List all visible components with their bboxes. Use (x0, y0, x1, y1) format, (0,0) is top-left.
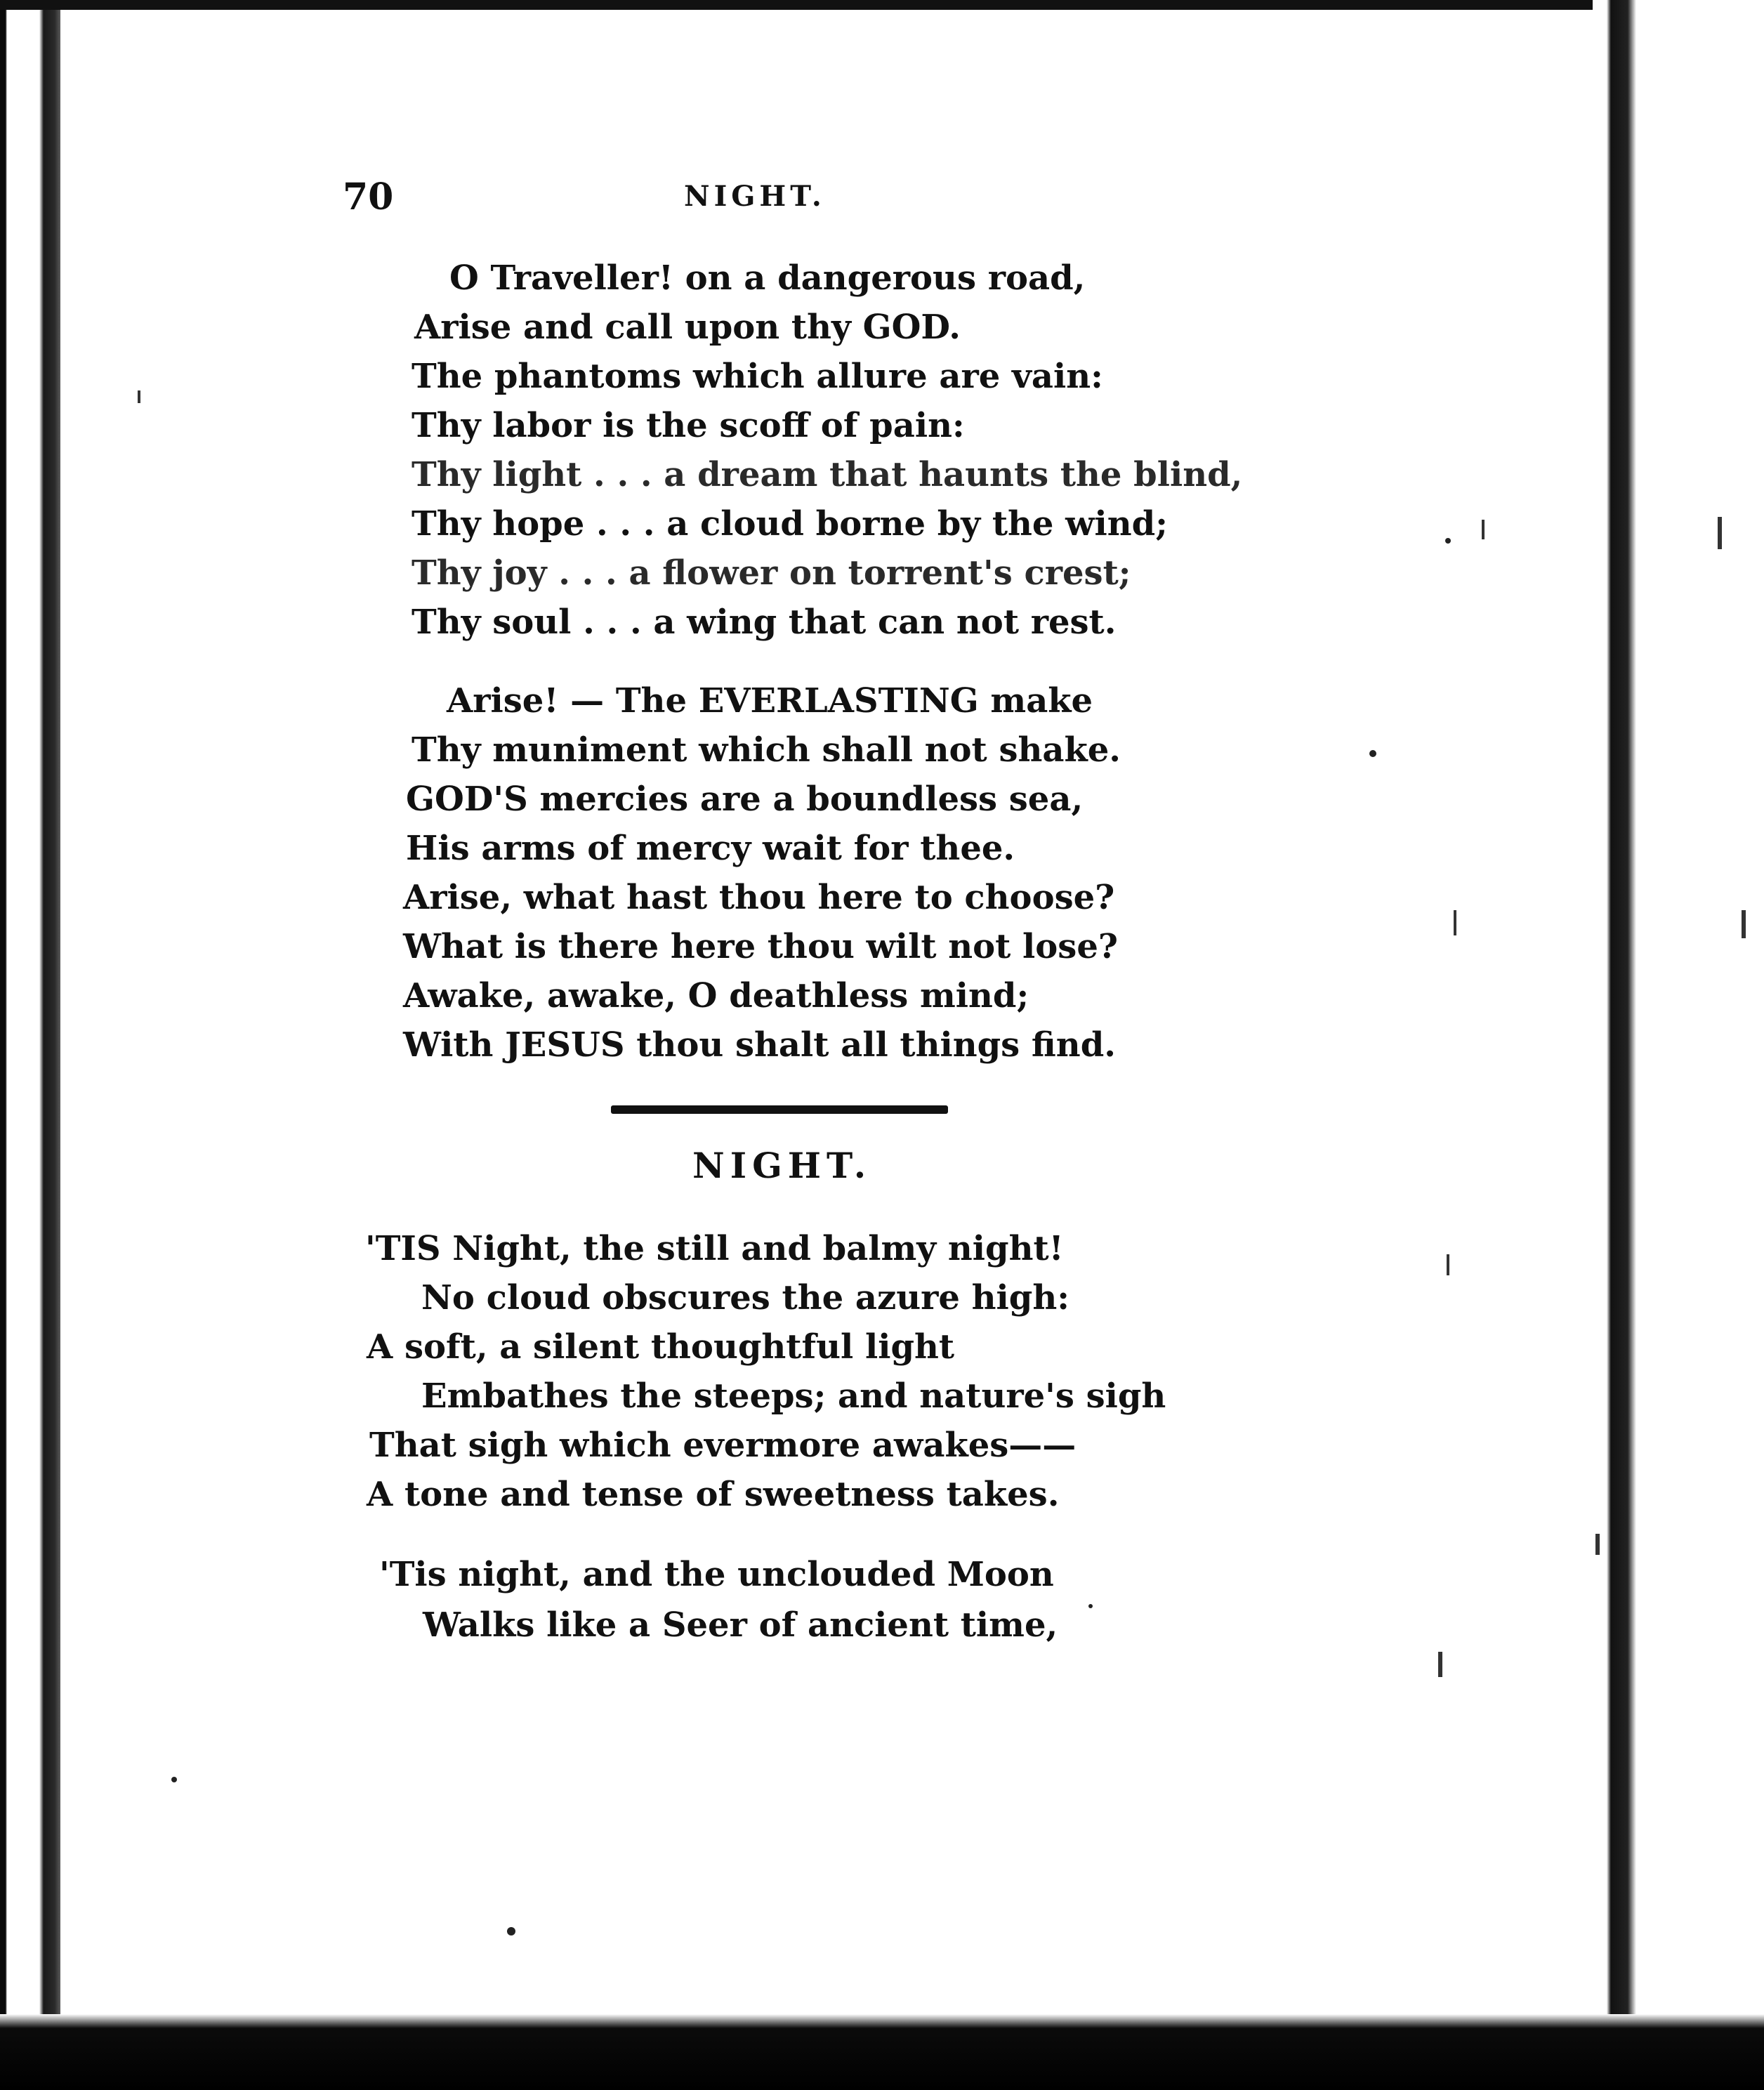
scan-bottom-edge (0, 2014, 1764, 2090)
poem-line: 'Tis night, and the unclouded Moon (379, 1555, 1054, 1594)
poem-line: His arms of mercy wait for thee. (406, 829, 1015, 868)
poem-line: Walks like a Seer of ancient time, (423, 1605, 1058, 1645)
poem-line: No cloud obscures the azure high: (421, 1278, 1069, 1317)
poem-line: Arise and call upon thy GOD. (414, 308, 961, 347)
poem-line: With JESUS thou shalt all things find. (403, 1025, 1116, 1065)
poem-line: A soft, a silent thoughtful light (367, 1327, 955, 1367)
scan-top-edge (0, 0, 1764, 10)
running-title: NIGHT. (684, 180, 826, 213)
scan-mark (1482, 520, 1485, 539)
scan-speck (1445, 538, 1451, 544)
poem-line: Thy light . . . a dream that haunts the blind, (412, 455, 1243, 494)
scan-right-edge (1593, 0, 1764, 2090)
poem-line: Thy soul . . . a wing that can not rest. (412, 603, 1117, 642)
poem-line: Thy hope . . . a cloud borne by the wind; (412, 504, 1168, 544)
scan-mark (1454, 910, 1456, 935)
scan-mark (1742, 910, 1746, 938)
scan-speck (507, 1927, 515, 1935)
poem-line: Arise! — The EVERLASTING make (447, 681, 1093, 721)
poem-line: Awake, awake, O deathless mind; (403, 976, 1029, 1016)
scan-mark (1718, 517, 1722, 549)
scan-speck (171, 1777, 177, 1782)
poem-line: 'TIS Night, the still and balmy night! (365, 1229, 1064, 1268)
poem-line: A tone and tense of sweetness takes. (367, 1475, 1060, 1514)
poem-line: That sigh which evermore awakes—— (369, 1426, 1077, 1465)
poem-line: O Traveller! on a dangerous road, (449, 258, 1086, 298)
poem-line: The phantoms which allure are vain: (412, 357, 1103, 396)
page-number: 70 (343, 176, 394, 218)
section-divider (611, 1105, 948, 1114)
scan-mark (138, 390, 140, 403)
running-head (343, 176, 1220, 225)
scan-speck (1088, 1604, 1093, 1608)
scan-speck (1369, 750, 1376, 757)
poem-line: Thy joy . . . a flower on torrent's crest; (412, 553, 1131, 593)
poem-line: Thy labor is the scoff of pain: (412, 406, 965, 445)
poem-line: GOD'S mercies are a boundless sea, (406, 780, 1084, 819)
scan-mark (1595, 1534, 1600, 1555)
scan-left-edge (0, 0, 60, 2090)
scan-mark (1438, 1652, 1442, 1677)
poem-title: NIGHT. (692, 1145, 872, 1186)
poem-line: What is there here thou wilt not lose? (403, 927, 1118, 966)
poem-line: Thy muniment which shall not shake. (412, 730, 1121, 770)
poem-line: Arise, what hast thou here to choose? (403, 878, 1115, 917)
scan-mark (1447, 1254, 1449, 1275)
poem-line: Embathes the steeps; and nature's sigh (421, 1376, 1166, 1416)
